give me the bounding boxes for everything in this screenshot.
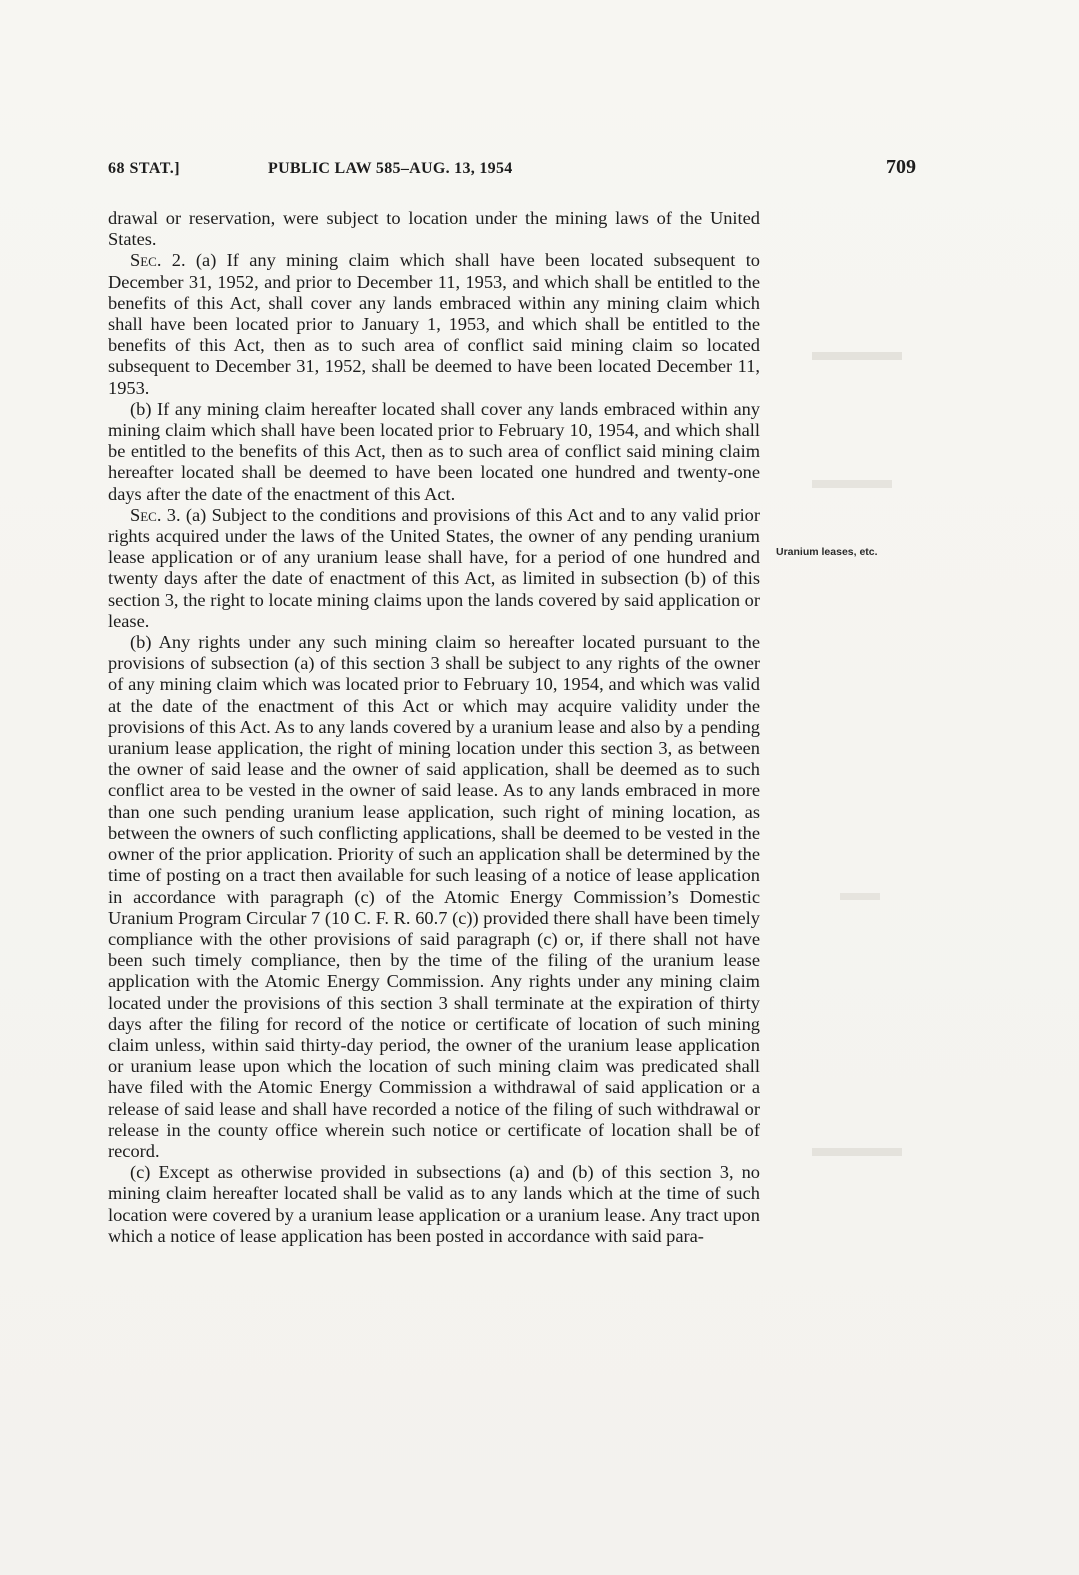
section-lead: Sec. 3.	[130, 504, 181, 525]
bleed-through-mark	[840, 893, 880, 900]
section-3c-paragraph	[108, 1162, 760, 1247]
section-2b-paragraph	[108, 399, 760, 505]
paragraph-text: (a) If any mining claim which shall have been located subsequent to December 31, 1952, and prior to December 11, 1953, and which shall be entitled to the benefits of this Act, shall cover any lands embraced within any mining claim which shall have been located prior to January 1, 1953, and which shall be entitled to the benefits of this Act, then as to such area of conflict said mining claim so located subsequent to December 31, 1952, shall be deemed to have been located December 11, 1953.	[108, 250, 761, 398]
bleed-through-mark	[812, 480, 892, 488]
page-number: 709	[886, 156, 916, 178]
running-title: PUBLIC LAW 585–AUG. 13, 1954	[268, 160, 513, 177]
section-3b-paragraph	[108, 632, 760, 1162]
section-lead: Sec. 2.	[130, 250, 186, 271]
paragraph	[108, 208, 760, 250]
paragraph-text: drawal or reservation, were subject to location under the mining laws of the United States.	[108, 208, 760, 250]
section-3a-paragraph	[108, 505, 760, 632]
page-header	[108, 156, 916, 184]
paragraph-text: (b) If any mining claim hereafter located shall cover any lands embraced within any mining claim which shall have been located prior to February 10, 1954, and which shall be entitled to the benefits of this Act, then as to such area of conflict said mining claim hereafter located shall be deemed to have been located one hundred and twenty-one days after the date of the enactment of this Act.	[108, 398, 760, 504]
bleed-through-mark	[812, 1148, 902, 1156]
section-2a-paragraph	[108, 250, 760, 398]
paragraph-text: (c) Except as otherwise provided in subsections (a) and (b) of this section 3, no mining claim hereafter located shall be valid as to any lands which at the time of such location were covered by a uranium lease application or a uranium lease. Any tract upon which a notice of lease application has been posted in accordance with said para-	[108, 1162, 760, 1246]
bleed-through-mark	[812, 352, 902, 360]
paragraph-text: (a) Subject to the conditions and provisions of this Act and to any valid prior rights acquired under the laws of the United States, the owner of any pending uranium lease application or of any uranium lease shall have, for a period of one hundred and twenty days after the date of enactment of this Act, as limited in subsection (b) of this section 3, the right to locate mining claims upon the lands covered by said application or lease.	[108, 504, 761, 631]
paragraph-text: (b) Any rights under any such mining claim so hereafter located pursuant to the provisions of subsection (a) of this section 3 shall be subject to any rights of the owner of any mining claim which was located prior to February 10, 1954, and which was valid at the date of the enactment of this Act or which may acquire validity under the provisions of this Act. As to any lands covered by a uranium lease and also by a pending uranium lease application, the right of mining location under this section 3, as between the owner of said lease and the owner of said application, shall be deemed as to such conflict area to be vested in the owner of said lease. As to any lands embraced in more than one such pending uranium lease application, such right of mining location, as between the owners of such conflicting applications, shall be deemed to be vested in the owner of the prior application. Priority of such an application shall be determined by the time of posting on a tract then available for such leasing of a notice of lease application in accordance with paragraph (c) of the Atomic Energy Commission’s Domestic Uranium Program Circular 7 (10 C. F. R. 60.7 (c)) provided there shall have been timely compliance with the other provisions of said paragraph (c) or, if there shall not have been such timely compliance, then by the time of the filing of the uranium lease application with the Atomic Energy Commission. Any rights under any mining claim located under the provisions of this section 3 shall terminate at the expiration of thirty days after the filing for record of the notice or certificate of location of such mining claim unless, within said thirty-day period, the owner of the uranium lease application or uranium lease upon which the location of such mining claim was predicated shall have filed with the Atomic Energy Commission a withdrawal of said application or a release of said lease and shall have recorded a notice of the filing of such withdrawal or release in the county office wherein such notice or certificate of location shall be of record.	[108, 632, 760, 1161]
statute-body	[108, 208, 760, 1247]
statute-volume: 68 STAT.]	[108, 160, 181, 177]
margin-note: Uranium leases, etc.	[776, 546, 878, 558]
